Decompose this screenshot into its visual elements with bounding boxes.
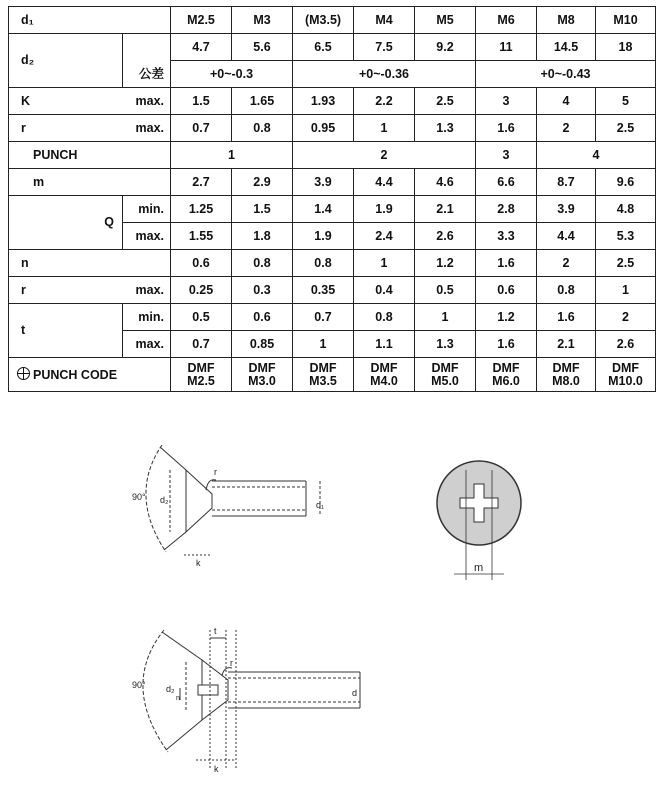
code-line: DMF — [611, 360, 640, 375]
value-cell: 3.9 — [537, 196, 596, 223]
value-cell: 3.9 — [293, 169, 354, 196]
size-cell: M6 — [476, 7, 537, 34]
label-d1: d₁ — [316, 500, 325, 510]
code-line: DMF — [492, 360, 520, 375]
value-cell: 4.8 — [596, 196, 656, 223]
value-cell: 5 — [596, 88, 656, 115]
label-k: k — [214, 764, 219, 774]
value-cell: 2.8 — [476, 196, 537, 223]
value-cell: 0.6 — [232, 304, 293, 331]
value-cell: 1.25 — [171, 196, 232, 223]
value-cell: 0.3 — [232, 277, 293, 304]
qualifier-max: max. — [123, 331, 171, 358]
value-cell: 2.1 — [415, 196, 476, 223]
punch-cell: 3 — [476, 142, 537, 169]
extension-line — [164, 532, 186, 550]
value-cell: 3.3 — [476, 223, 537, 250]
value-cell: 1.3 — [415, 331, 476, 358]
value-cell: 1 — [354, 115, 415, 142]
punch-code-text: PUNCH CODE — [33, 368, 118, 382]
size-cell: M3 — [232, 7, 293, 34]
value-cell: 4.7 — [171, 34, 232, 61]
code-line: M3.0 — [248, 373, 276, 388]
value-cell: 0.6 — [476, 277, 537, 304]
label-d: d — [352, 688, 358, 698]
value-cell: 0.8 — [232, 250, 293, 277]
label-t: t — [9, 304, 123, 358]
label-tolerance: 公差 — [123, 61, 171, 88]
value-cell: 1.5 — [171, 88, 232, 115]
size-cell: M2.5 — [171, 7, 232, 34]
tolerance-cell: +0~-0.36 — [293, 61, 476, 88]
value-cell: 1.55 — [171, 223, 232, 250]
value-cell: 1.8 — [232, 223, 293, 250]
label-angle: 90° — [132, 680, 146, 690]
qualifier-max: max. — [123, 88, 171, 115]
qualifier-max: max. — [123, 277, 171, 304]
value-cell: 0.8 — [293, 250, 354, 277]
value-cell: 2 — [537, 250, 596, 277]
label-r: r — [9, 277, 123, 304]
size-cell: M8 — [537, 7, 596, 34]
value-cell: 1.6 — [476, 115, 537, 142]
label-angle: 90° — [132, 492, 146, 502]
code-line: M10.0 — [608, 373, 643, 388]
value-cell: 0.8 — [232, 115, 293, 142]
value-cell: 2.7 — [171, 169, 232, 196]
code-line: DMF — [309, 360, 337, 375]
value-cell: 1 — [596, 277, 656, 304]
value-cell: 2 — [596, 304, 656, 331]
label-r: r — [9, 115, 123, 142]
label-d2: d₂ — [9, 34, 123, 88]
label-d1: d₁ — [9, 7, 171, 34]
label-m: m — [9, 169, 171, 196]
code-line: M2.5 — [187, 373, 215, 388]
value-cell: 4 — [537, 88, 596, 115]
qualifier-min: min. — [123, 196, 171, 223]
value-cell: 1.65 — [232, 88, 293, 115]
extension-line — [166, 720, 202, 750]
value-cell: 0.6 — [171, 250, 232, 277]
value-cell: 0.8 — [354, 304, 415, 331]
value-cell: 5.6 — [232, 34, 293, 61]
qualifier-min: min. — [123, 304, 171, 331]
value-cell: 0.95 — [293, 115, 354, 142]
label-r: r — [214, 467, 217, 477]
value-cell: 0.25 — [171, 277, 232, 304]
value-cell: 0.7 — [171, 115, 232, 142]
value-cell: 18 — [596, 34, 656, 61]
value-cell: 4.4 — [537, 223, 596, 250]
tolerance-cell: +0~-0.43 — [476, 61, 656, 88]
label-q: Q — [9, 196, 123, 250]
value-cell: 1 — [415, 304, 476, 331]
extension-line — [160, 447, 186, 470]
code-line: DMF — [552, 360, 580, 375]
value-cell: 0.5 — [171, 304, 232, 331]
value-cell: 2.9 — [232, 169, 293, 196]
value-cell: 0.8 — [537, 277, 596, 304]
value-cell: 0.7 — [293, 304, 354, 331]
code-line: M8.0 — [552, 373, 580, 388]
value-cell: 2.6 — [596, 331, 656, 358]
value-cell: 1.1 — [354, 331, 415, 358]
code-line: M4.0 — [370, 373, 398, 388]
value-cell: 1.6 — [537, 304, 596, 331]
value-cell: 0.35 — [293, 277, 354, 304]
value-cell: 6.6 — [476, 169, 537, 196]
label-n: n — [9, 250, 171, 277]
code-line: M6.0 — [492, 373, 520, 388]
value-cell: 4.6 — [415, 169, 476, 196]
value-cell: 11 — [476, 34, 537, 61]
screw-head — [186, 470, 212, 532]
value-cell: 14.5 — [537, 34, 596, 61]
value-cell: 2.2 — [354, 88, 415, 115]
value-cell: 9.2 — [415, 34, 476, 61]
value-cell: 9.6 — [596, 169, 656, 196]
label-n: n — [176, 695, 180, 702]
label-d2: d₂ — [166, 684, 175, 694]
value-cell: 2.5 — [596, 115, 656, 142]
tolerance-cell: +0~-0.3 — [171, 61, 293, 88]
value-cell: 1.3 — [415, 115, 476, 142]
value-cell: 8.7 — [537, 169, 596, 196]
value-cell: 2.1 — [537, 331, 596, 358]
value-cell: 3 — [476, 88, 537, 115]
slot-recess — [198, 685, 218, 695]
value-cell: 1 — [354, 250, 415, 277]
punch-cell: 1 — [171, 142, 293, 169]
value-cell: 1.93 — [293, 88, 354, 115]
size-cell: M4 — [354, 7, 415, 34]
size-cell: (M3.5) — [293, 7, 354, 34]
value-cell: 1.5 — [232, 196, 293, 223]
value-cell: 2 — [537, 115, 596, 142]
screw-side-view-1 — [146, 445, 320, 555]
angle-arc — [143, 630, 168, 752]
value-cell: 6.5 — [293, 34, 354, 61]
label-d2: d₂ — [160, 495, 169, 505]
value-cell: 0.85 — [232, 331, 293, 358]
value-cell: 4.4 — [354, 169, 415, 196]
label-r: r — [230, 658, 233, 668]
qualifier-max: max. — [123, 115, 171, 142]
code-line: DMF — [431, 360, 459, 375]
label-punch: PUNCH — [9, 142, 171, 169]
value-cell: 1 — [293, 331, 354, 358]
punch-cell: 2 — [293, 142, 476, 169]
size-cell: M10 — [596, 7, 656, 34]
value-cell: 0.4 — [354, 277, 415, 304]
value-cell: 1.9 — [293, 223, 354, 250]
label-m: m — [474, 562, 484, 574]
value-cell: 1.2 — [415, 250, 476, 277]
value-cell: 2.6 — [415, 223, 476, 250]
extension-line — [162, 632, 202, 660]
code-line: M5.0 — [431, 373, 459, 388]
value-cell: 1.6 — [476, 331, 537, 358]
code-line: M3.5 — [309, 373, 337, 388]
value-cell: 2.5 — [596, 250, 656, 277]
value-cell: 0.5 — [415, 277, 476, 304]
label-k: k — [196, 558, 201, 568]
value-cell: 5.3 — [596, 223, 656, 250]
label-t: t — [214, 626, 217, 636]
qualifier-max: max. — [123, 223, 171, 250]
value-cell: 1.2 — [476, 304, 537, 331]
punch-cell: 4 — [537, 142, 656, 169]
value-cell: 1.6 — [476, 250, 537, 277]
label-k: K — [9, 88, 123, 115]
size-cell: M5 — [415, 7, 476, 34]
value-cell: 7.5 — [354, 34, 415, 61]
code-line: DMF — [370, 360, 398, 375]
value-cell: 0.7 — [171, 331, 232, 358]
code-line: DMF — [248, 360, 276, 375]
code-line: DMF — [187, 360, 215, 375]
value-cell: 2.5 — [415, 88, 476, 115]
value-cell: 1.4 — [293, 196, 354, 223]
value-cell: 2.4 — [354, 223, 415, 250]
value-cell: 1.9 — [354, 196, 415, 223]
